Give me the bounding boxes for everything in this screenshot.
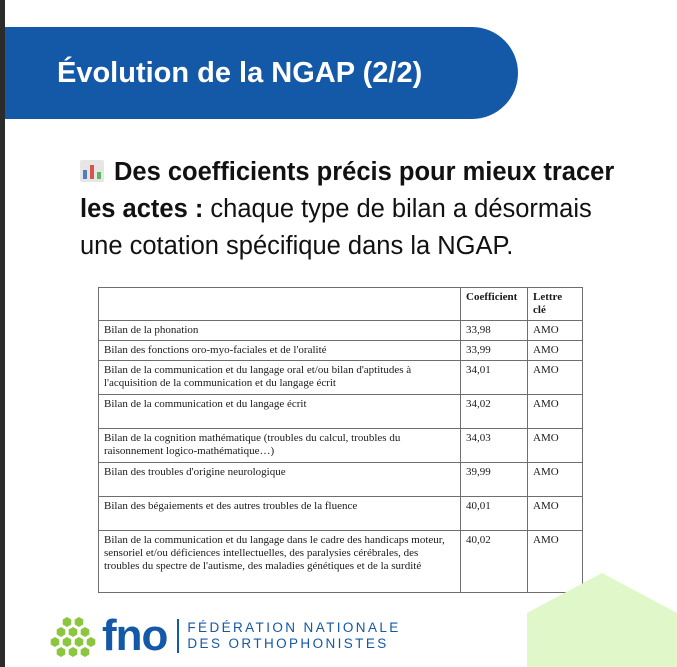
table-row [99, 341, 583, 361]
coefficient-cell: 34,01 [461, 361, 528, 395]
lettre-cle-cell: AMO [528, 361, 583, 395]
table-row [99, 361, 583, 395]
act-cell: Bilan de la communication et du langage oral et/ou bilan d'aptitudes à l'acquisition de la communication et du langage écrit [99, 361, 461, 395]
fno-logo-text: fno [102, 611, 168, 660]
coefficient-cell: 40,02 [461, 531, 528, 593]
organization-name-line-1: FÉDÉRATION NATIONALE [187, 620, 401, 635]
coefficient-cell: 33,99 [461, 341, 528, 361]
act-cell: Bilan des troubles d'origine neurologique [99, 463, 461, 497]
header-cell-act [99, 288, 461, 321]
fno-logo [50, 612, 401, 660]
decorative-hexagon-corner [527, 573, 677, 667]
bar-chart-emoji-icon [80, 160, 104, 182]
table-row [99, 497, 583, 531]
header-cell-coefficient: Coefficient [461, 288, 528, 321]
organization-name [187, 620, 400, 652]
lettre-cle-cell: AMO [528, 341, 583, 361]
act-cell: Bilan des bégaiements et des autres troubles de la fluence [99, 497, 461, 531]
table-row [99, 429, 583, 463]
act-cell: Bilan des fonctions oro-myo-faciales et de l'oralité [99, 341, 461, 361]
acts-table [98, 287, 583, 593]
coefficient-cell: 39,99 [461, 463, 528, 497]
logo-divider [177, 619, 179, 653]
intro-paragraph [80, 154, 640, 265]
table-row [99, 531, 583, 593]
act-cell: Bilan de la communication et du langage dans le cadre des handicaps moteur, sensoriel et/ou déficiences intellectuelles, des paralysies cérébrales, des troubles du spectre de l'autisme, des maladies génétiques et de la surdité [99, 531, 461, 593]
organization-name-line-2: DES ORTHOPHONISTES [187, 636, 389, 651]
acts-table-container [98, 287, 583, 593]
hexagon-cluster-icon [50, 615, 96, 657]
coefficient-cell: 33,98 [461, 321, 528, 341]
coefficient-cell: 34,03 [461, 429, 528, 463]
table-row [99, 395, 583, 429]
act-cell: Bilan de la communication et du langage écrit [99, 395, 461, 429]
title-banner [5, 27, 518, 119]
intro-bold-text: Des coefficients précis pour mieux tracer les actes : [80, 158, 615, 223]
lettre-cle-cell: AMO [528, 497, 583, 531]
act-cell: Bilan de la phonation [99, 321, 461, 341]
table-header-row [99, 288, 583, 321]
page-title: Évolution de la NGAP (2/2) [57, 56, 423, 89]
table-row [99, 321, 583, 341]
intro-text: chaque type de bilan a désormais une cotation spécifique dans la NGAP. [80, 195, 592, 260]
table-row [99, 463, 583, 497]
coefficient-cell: 34,02 [461, 395, 528, 429]
lettre-cle-cell: AMO [528, 531, 583, 593]
header-cell-lettre-cle: Lettre clé [528, 288, 583, 321]
coefficient-cell: 40,01 [461, 497, 528, 531]
lettre-cle-cell: AMO [528, 321, 583, 341]
act-cell: Bilan de la cognition mathématique (troubles du calcul, troubles du raisonnement logico-mathématique…) [99, 429, 461, 463]
lettre-cle-cell: AMO [528, 429, 583, 463]
lettre-cle-cell: AMO [528, 463, 583, 497]
lettre-cle-cell: AMO [528, 395, 583, 429]
